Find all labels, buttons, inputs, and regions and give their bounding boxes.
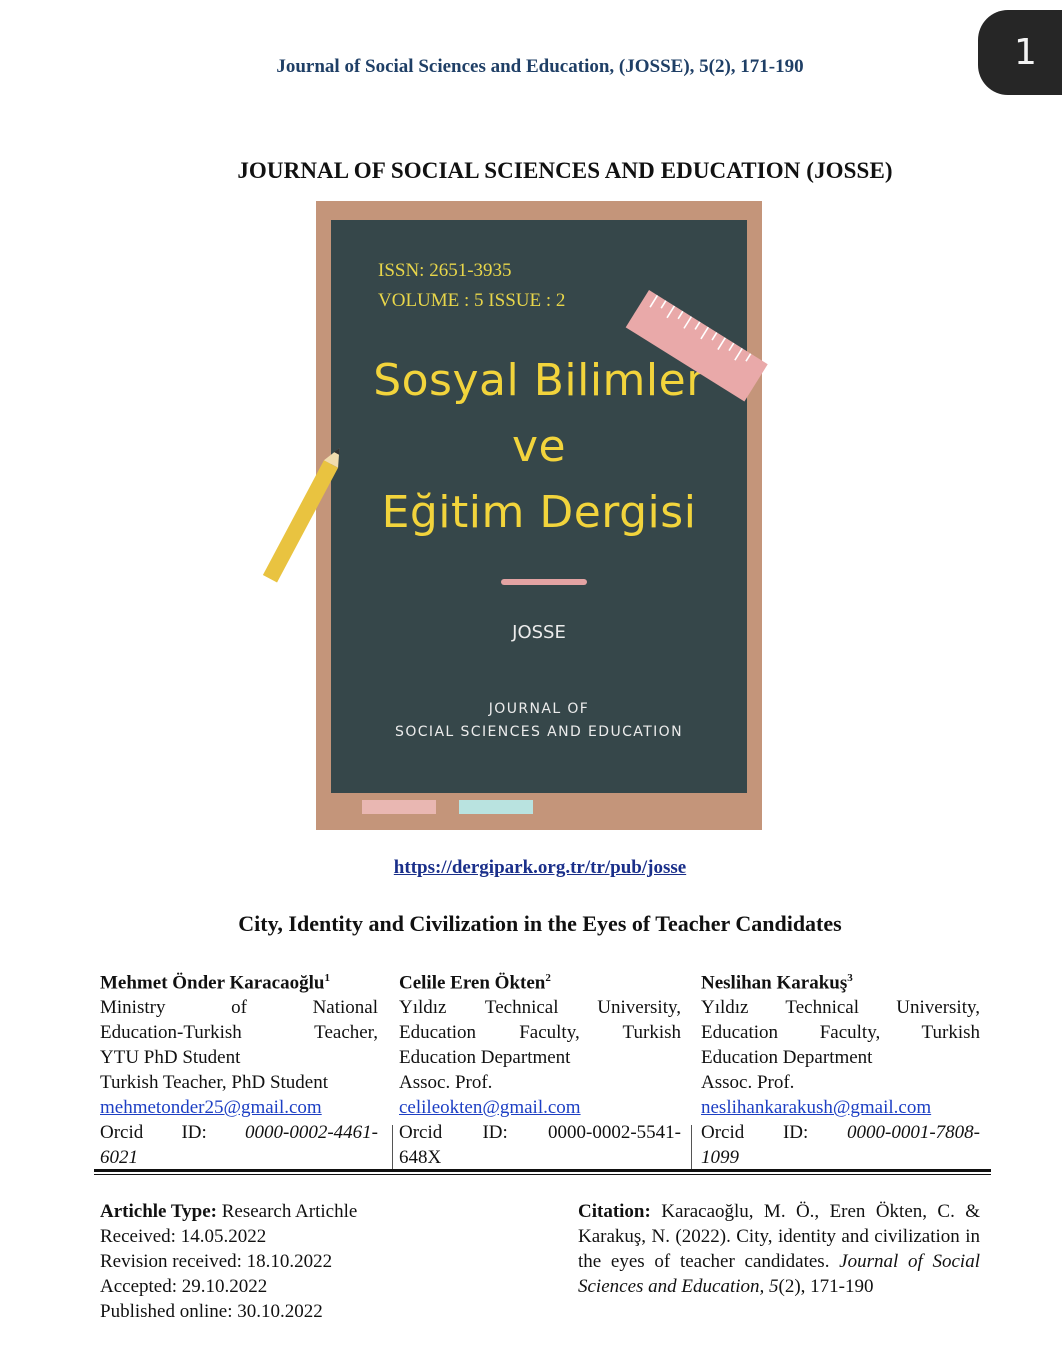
cover-title-line2: ve [511, 421, 567, 472]
author-orcid-end: 1099 [701, 1147, 739, 1169]
journal-title: JOURNAL OF SOCIAL SCIENCES AND EDUCATION (JOSSE) [237, 158, 893, 183]
author-2 [399, 966, 681, 1170]
cover-issn: ISSN: 2651-3935 [378, 260, 512, 281]
author-orcid: Orcid ID: 0000-0001-7808- [701, 1122, 980, 1144]
published-date: Published online: 30.10.2022 [100, 1301, 323, 1322]
author-affiliation-line: Yıldız Technical University, [399, 997, 681, 1019]
cover-issn-block [378, 256, 565, 316]
author-1 [100, 966, 378, 1170]
column-divider [392, 1125, 393, 1169]
chalkboard [331, 220, 747, 793]
running-header: Journal of Social Sciences and Education, (JOSSE), 5(2), 171-190 [276, 56, 804, 77]
author-position: Assoc. Prof. [399, 1072, 493, 1094]
author-affiliation-line: Education Faculty, Turkish [399, 1022, 681, 1044]
author-email-link[interactable]: celileokten@gmail.com [399, 1097, 581, 1119]
cover-title-line1: Sosyal Bilimler [373, 355, 705, 406]
article-type: Artichle Type: Research Artichle [100, 1201, 358, 1222]
author-orcid: Orcid ID: 0000-0002-4461- [100, 1122, 378, 1144]
cover-title-line3: Eğitim Dergisi [381, 487, 697, 538]
author-position: Turkish Teacher, PhD Student [100, 1072, 329, 1094]
author-affiliation-line: Education Department [399, 1047, 571, 1069]
author-name: Mehmet Önder Karacaoğlu$^1$ [100, 972, 330, 994]
section-rule-thin [94, 1174, 991, 1175]
citation-journal: Journal of Social Sciences and Education, 5 [578, 1251, 980, 1297]
author-position: Assoc. Prof. [701, 1072, 795, 1094]
author-affiliation-line: Ministry of National [100, 997, 378, 1019]
column-divider [691, 1125, 692, 1169]
author-affiliation-line: YTU PhD Student [100, 1047, 241, 1069]
author-orcid: Orcid ID: 0000-0002-5541- [399, 1122, 681, 1144]
article-title: City, Identity and Civilization in the Eyes of Teacher Candidates [238, 911, 842, 936]
citation-label: Citation: [578, 1201, 651, 1222]
revision-date: Revision received: 18.10.2022 [100, 1251, 333, 1272]
page-number-badge [978, 10, 1062, 95]
cover-subtitle [331, 698, 747, 744]
author-name: Neslihan Karakuş$^3$ [701, 972, 853, 994]
citation-pages: , 171-190 [800, 1276, 874, 1297]
author-3 [701, 966, 980, 1170]
pencil-icon [263, 460, 338, 582]
author-orcid-end: 6021 [100, 1147, 138, 1169]
author-affiliation-line: Yıldız Technical University, [701, 997, 980, 1019]
cover-subtitle-line2: SOCIAL SCIENCES AND EDUCATION [395, 724, 683, 740]
author-name: Celile Eren Ökten$^2$ [399, 972, 551, 994]
author-affiliation-line: Education Department [701, 1047, 873, 1069]
citation-issue: (2) [778, 1276, 801, 1297]
pink-chalk-icon [362, 800, 436, 814]
cover-subtitle-line1: JOURNAL OF [488, 701, 590, 717]
received-date: Received: 14.05.2022 [100, 1226, 267, 1247]
accepted-date: Accepted: 29.10.2022 [100, 1276, 268, 1297]
article-meta [100, 1199, 357, 1324]
section-rule [94, 1169, 991, 1172]
cover-volume: VOLUME : 5 ISSUE : 2 [378, 290, 566, 311]
blue-chalk-icon [459, 800, 533, 814]
journal-url-link[interactable]: https://dergipark.org.tr/tr/pub/josse [393, 857, 687, 878]
author-orcid-end: 648X [399, 1147, 442, 1169]
journal-cover-image [316, 201, 762, 830]
author-email-link[interactable]: neslihankarakush@gmail.com [701, 1097, 932, 1119]
author-email-link[interactable]: mehmetonder25@gmail.com [100, 1097, 322, 1119]
author-affiliation-line: Education Faculty, Turkish [701, 1022, 980, 1044]
author-affiliation-line: Education-Turkish Teacher, [100, 1022, 378, 1044]
cover-acronym: JOSSE [512, 622, 566, 643]
chalk-stroke [501, 579, 587, 585]
cover-title [331, 348, 747, 546]
citation-text: Karacaoğlu, M. Ö., Eren Ökten, C. & Karakuş, N. (2022). City, identity and civilization in the eyes of teacher candidates. [578, 1201, 980, 1272]
page-number: 1 [1014, 32, 1037, 73]
citation [578, 1199, 980, 1299]
